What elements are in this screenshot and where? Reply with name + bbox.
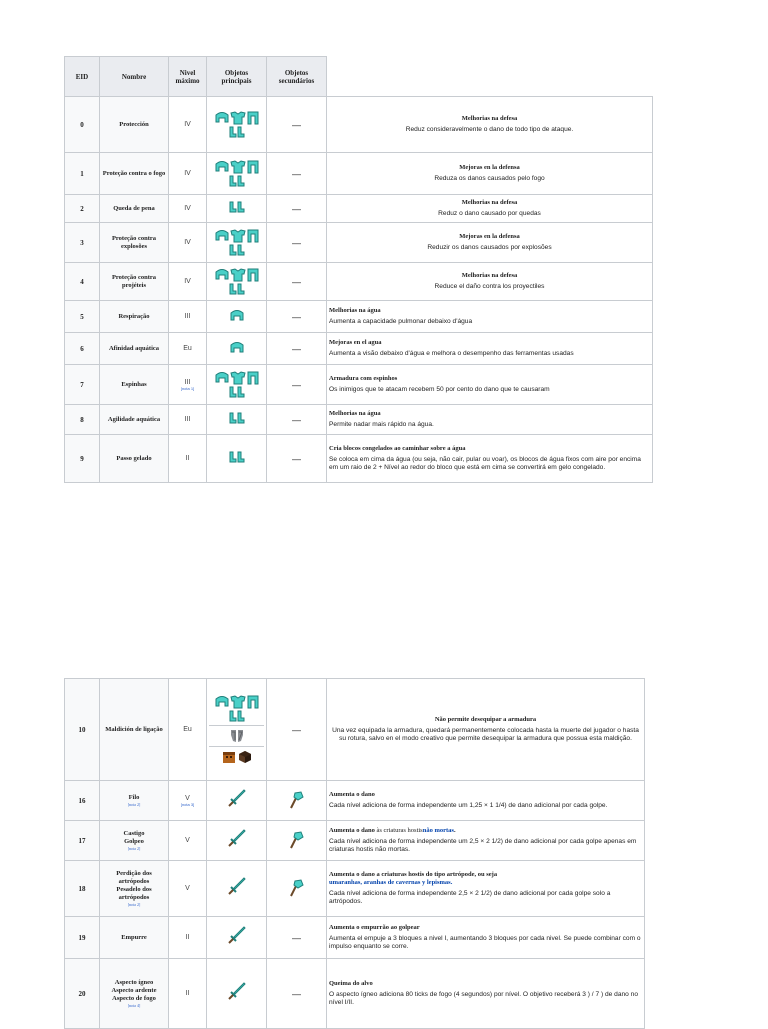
description-cell bbox=[327, 917, 645, 959]
name-cell: Proteção contra projéteis bbox=[100, 263, 169, 301]
description-cell bbox=[327, 153, 653, 195]
silverfish-link[interactable]: y lepismas. bbox=[422, 879, 453, 886]
secondary-items-cell: — bbox=[267, 917, 327, 959]
eid-cell: 5 bbox=[65, 301, 100, 333]
footnote-link[interactable]: [nota 3] bbox=[180, 801, 195, 807]
primary-items-cell bbox=[207, 917, 267, 959]
eid-cell: 7 bbox=[65, 365, 100, 405]
description-text: Permite nadar mais rápido na água. bbox=[329, 421, 434, 428]
table-row bbox=[65, 959, 645, 1029]
item-icons bbox=[211, 268, 263, 295]
description-cell bbox=[327, 679, 645, 781]
helmet-icon bbox=[215, 268, 229, 282]
level-cell: Eu bbox=[169, 679, 207, 781]
description-title: Melhorias na água bbox=[329, 307, 381, 314]
description-title: Melhorias na defesa bbox=[461, 115, 518, 122]
primary-items-cell bbox=[207, 301, 267, 333]
name-cell: Agilidade aquática bbox=[100, 405, 169, 435]
armor-icons bbox=[211, 695, 263, 722]
name-alt2-text: Aspecto de fogo bbox=[112, 995, 156, 1002]
description-title: Aumenta o dano bbox=[329, 791, 375, 798]
secondary-items-cell: — bbox=[267, 679, 327, 781]
chestplate-icon bbox=[230, 371, 246, 385]
eid-cell: 6 bbox=[65, 333, 100, 365]
table-row bbox=[65, 917, 645, 959]
level-cell: Eu bbox=[169, 333, 207, 365]
helmet-icon bbox=[215, 160, 229, 174]
secondary-items-cell: — bbox=[267, 153, 327, 195]
primary-items-cell bbox=[207, 263, 267, 301]
boots-icon bbox=[228, 710, 246, 722]
description-text: Cada nível adiciona de forma independente um 1,25 × 1 1/4) de dano adicional por cada golpe. bbox=[329, 802, 608, 809]
level-cell bbox=[169, 781, 207, 821]
primary-items-cell bbox=[207, 861, 267, 917]
primary-items-cell bbox=[207, 959, 267, 1029]
primary-items-cell bbox=[207, 97, 267, 153]
boots-icon bbox=[228, 201, 246, 213]
enchantments-table-weapons bbox=[64, 678, 645, 1029]
boots-icon bbox=[228, 175, 246, 187]
description-cell bbox=[327, 405, 653, 435]
footnote-link[interactable]: [nota 2] bbox=[127, 846, 141, 851]
table-row bbox=[65, 781, 645, 821]
eid-cell: 16 bbox=[65, 781, 100, 821]
eid-cell: 8 bbox=[65, 405, 100, 435]
boots-icon bbox=[228, 412, 246, 424]
primary-items-cell bbox=[207, 781, 267, 821]
sword-icon bbox=[227, 795, 247, 812]
footnote-link[interactable]: [nota 4] bbox=[127, 1003, 141, 1008]
table-row bbox=[65, 861, 645, 917]
description-cell bbox=[327, 301, 653, 333]
footnote-link[interactable]: [nota 1] bbox=[180, 385, 195, 391]
table-row bbox=[65, 97, 653, 153]
level-cell: V bbox=[169, 861, 207, 917]
secondary-items-cell: — bbox=[267, 97, 327, 153]
helmet-icon bbox=[230, 341, 244, 353]
leggings-icon bbox=[247, 268, 259, 282]
name-cell: Proteção contra o fogo bbox=[100, 153, 169, 195]
description-text: Aumenta el empuje a 3 bloques a nivel I, aumentando 3 bloques por cada nivel. Se puede combinar com o impulso enquanto se corre. bbox=[329, 935, 641, 950]
boots-icon bbox=[228, 451, 246, 463]
header-primary-objects: Objetos principais bbox=[207, 57, 267, 97]
description-text: Reduce el daño contra los proyectiles bbox=[434, 283, 545, 290]
item-icons bbox=[211, 229, 263, 256]
boots-icon bbox=[228, 126, 246, 138]
boots-icon bbox=[228, 386, 246, 398]
level-cell: II bbox=[169, 435, 207, 483]
eid-cell: 20 bbox=[65, 959, 100, 1029]
description-text: Aumenta a visão debaixo d'água e melhora o desempenho das ferramentas usadas bbox=[329, 350, 574, 357]
eid-cell: 9 bbox=[65, 435, 100, 483]
mob-head-icon bbox=[238, 750, 252, 764]
level-cell: V bbox=[169, 821, 207, 861]
table-row bbox=[65, 195, 653, 223]
table-header-row bbox=[65, 57, 653, 97]
table-row bbox=[65, 679, 645, 781]
description-text: Reduzir os danos causados por explosões bbox=[427, 244, 552, 251]
item-icons bbox=[211, 412, 263, 424]
secondary-items-cell: — bbox=[267, 365, 327, 405]
level-text: V bbox=[185, 794, 190, 802]
description-cell bbox=[327, 365, 653, 405]
name-cell: Protección bbox=[100, 97, 169, 153]
name-cell: Passo gelado bbox=[100, 435, 169, 483]
name-cell: Proteção contra explosões bbox=[100, 223, 169, 263]
table-row bbox=[65, 821, 645, 861]
carved-pumpkin-icons bbox=[209, 729, 264, 743]
description-text: Aumenta a capacidade pulmonar debaixo d'água bbox=[329, 318, 473, 325]
item-icons bbox=[211, 341, 263, 353]
name-text: Filo bbox=[128, 794, 140, 801]
table-row bbox=[65, 223, 653, 263]
primary-items-cell bbox=[207, 405, 267, 435]
leggings-icon bbox=[247, 695, 259, 709]
sword-icon bbox=[227, 835, 247, 852]
helmet-icon bbox=[215, 111, 229, 125]
level-cell: IV bbox=[169, 223, 207, 263]
name-cell bbox=[100, 959, 169, 1029]
level-cell: IV bbox=[169, 263, 207, 301]
description-cell bbox=[327, 781, 645, 821]
name-cell: Espinhas bbox=[100, 365, 169, 405]
secondary-items-cell: — bbox=[267, 435, 327, 483]
helmet-icon bbox=[215, 229, 229, 243]
eid-cell: 17 bbox=[65, 821, 100, 861]
table-row bbox=[65, 263, 653, 301]
level-cell: III [nota 1] bbox=[169, 365, 207, 405]
axe-icon bbox=[289, 841, 305, 851]
header-eid: EID bbox=[65, 57, 100, 97]
item-icons bbox=[211, 451, 263, 463]
description-cell bbox=[327, 435, 653, 483]
secondary-items-cell: — bbox=[267, 223, 327, 263]
eid-cell: 2 bbox=[65, 195, 100, 223]
description-title: Aumenta o empurrão ao golpear bbox=[329, 924, 420, 931]
chestplate-icon bbox=[230, 268, 246, 282]
name-cell bbox=[100, 821, 169, 861]
table-row bbox=[65, 365, 653, 405]
description-title: Mejoras en la defensa bbox=[459, 164, 520, 171]
eid-cell: 10 bbox=[65, 679, 100, 781]
description-cell bbox=[327, 333, 653, 365]
enchantments-table-armor bbox=[64, 56, 653, 483]
primary-items-cell bbox=[207, 223, 267, 263]
level-cell: IV bbox=[169, 195, 207, 223]
chestplate-icon bbox=[230, 695, 246, 709]
item-icons bbox=[211, 111, 263, 138]
secondary-items-cell bbox=[267, 821, 327, 861]
eid-cell: 3 bbox=[65, 223, 100, 263]
primary-items-cell bbox=[207, 365, 267, 405]
secondary-items-cell: — bbox=[267, 301, 327, 333]
table-row bbox=[65, 435, 653, 483]
description-title: Mejoras en la defensa bbox=[459, 233, 520, 240]
sword-icon bbox=[227, 932, 247, 949]
description-cell bbox=[327, 861, 645, 917]
carved-pumpkin-icon bbox=[222, 750, 236, 764]
description-cell bbox=[327, 263, 653, 301]
axe-icon bbox=[289, 889, 305, 899]
description-text: Os inimigos que te atacam recebem 50 por cento do dano que te causaram bbox=[329, 386, 550, 393]
helmet-icon bbox=[215, 695, 229, 709]
level-cell: II bbox=[169, 917, 207, 959]
name-alt-text: Aspecto ardente bbox=[111, 987, 157, 994]
table-row bbox=[65, 333, 653, 365]
eid-cell: 0 bbox=[65, 97, 100, 153]
primary-items-cell bbox=[207, 679, 267, 781]
primary-items-cell bbox=[207, 435, 267, 483]
description-title: Cria blocos congelados ao caminhar sobre a água bbox=[329, 445, 466, 452]
chestplate-icon bbox=[230, 160, 246, 174]
description-cell bbox=[327, 821, 645, 861]
table-row bbox=[65, 153, 653, 195]
undead-link[interactable]: não mortas bbox=[422, 827, 454, 834]
eid-cell: 4 bbox=[65, 263, 100, 301]
description-text: O aspecto ígneo adiciona 80 ticks de fogo (4 segundos) por nível. O objetivo receberá 3 ) / 7 ) de dano no nível I/II. bbox=[329, 991, 638, 1006]
elytra-icon bbox=[229, 729, 245, 743]
helmet-icon bbox=[230, 309, 244, 321]
item-icons bbox=[211, 371, 263, 398]
axe-icon bbox=[289, 801, 305, 811]
description-cell bbox=[327, 223, 653, 263]
description-title: Melhorias na defesa bbox=[461, 272, 518, 279]
secondary-items-cell: — bbox=[267, 405, 327, 435]
name-cell: Respiração bbox=[100, 301, 169, 333]
description-title: Queima do alvo bbox=[329, 980, 373, 987]
leggings-icon bbox=[247, 111, 259, 125]
chestplate-icon bbox=[230, 111, 246, 125]
description-text: Una vez equipada la armadura, quedará permanentemente colocada hasta la muerte del jugador o hasta su rotura, salvo en el modo creativo que permite desequipar la armadura que possua esta maldição. bbox=[332, 727, 639, 742]
table-row bbox=[65, 301, 653, 333]
table-row bbox=[65, 405, 653, 435]
name-cell: Maldición de ligação bbox=[100, 679, 169, 781]
level-cell: III bbox=[169, 405, 207, 435]
helmet-icon bbox=[215, 371, 229, 385]
spiders-link[interactable]: umaranhas, aranhas de cavernas bbox=[329, 879, 421, 886]
secondary-items-cell bbox=[267, 781, 327, 821]
name-cell bbox=[100, 861, 169, 917]
chestplate-icon bbox=[230, 229, 246, 243]
item-icons bbox=[211, 160, 263, 187]
header-name: Nombre bbox=[100, 57, 169, 97]
level-cell: IV bbox=[169, 97, 207, 153]
description-title: Mejoras en el agua bbox=[329, 339, 382, 346]
description-title: Aumenta o dano a criaturas hostis do tipo artrópode, ou seja bbox=[329, 871, 498, 878]
description-cell bbox=[327, 959, 645, 1029]
name-alt-text: Golpeo bbox=[124, 838, 144, 845]
description-title: Melhorias na defesa bbox=[461, 199, 518, 206]
level-cell: IV bbox=[169, 153, 207, 195]
name-cell: Empurre bbox=[100, 917, 169, 959]
leggings-icon bbox=[247, 160, 259, 174]
name-text: Perdição dos artrópodos bbox=[116, 870, 152, 885]
boots-icon bbox=[228, 244, 246, 256]
name-alt-text: Pesadelo dos artrópodos bbox=[116, 886, 152, 901]
header-max-level: Nivel máximo bbox=[169, 57, 207, 97]
description-text: Reduza os danos causados pelo fogo bbox=[434, 175, 545, 182]
primary-items-cell bbox=[207, 333, 267, 365]
item-icons bbox=[211, 309, 263, 321]
name-cell: Queda de pena bbox=[100, 195, 169, 223]
eid-cell: 18 bbox=[65, 861, 100, 917]
sword-icon bbox=[227, 883, 247, 900]
secondary-items-cell: — bbox=[267, 263, 327, 301]
description-text: Se coloca em cima da água (ou seja, não cair, pular ou voar), os blocos de água fixos com aire por encima em um raio de 2 + Nível ao redor do bloco que está em cima se convertirá em gelo congelado. bbox=[329, 456, 641, 471]
sword-icon bbox=[227, 988, 247, 1005]
footnote-link[interactable]: [nota 2] bbox=[127, 802, 141, 807]
secondary-items-cell: — bbox=[267, 333, 327, 365]
name-cell: Afinidad aquática bbox=[100, 333, 169, 365]
leggings-icon bbox=[247, 371, 259, 385]
secondary-items-cell: — bbox=[267, 959, 327, 1029]
description-cell bbox=[327, 97, 653, 153]
description-text: Reduz o dano causado por quedas bbox=[438, 210, 541, 217]
item-icons bbox=[211, 201, 263, 213]
primary-items-cell bbox=[207, 195, 267, 223]
eid-cell: 1 bbox=[65, 153, 100, 195]
header-spacer bbox=[327, 57, 653, 97]
leggings-icon bbox=[247, 229, 259, 243]
secondary-items-cell bbox=[267, 861, 327, 917]
footnote-link[interactable]: [nota 2] bbox=[127, 902, 141, 907]
name-text: Castigo bbox=[123, 830, 145, 837]
description-text: Reduz consideravelmente o dano de todo tipo de ataque. bbox=[405, 126, 574, 133]
description-title: Melhorias na água bbox=[329, 410, 381, 417]
eid-cell: 19 bbox=[65, 917, 100, 959]
description-cell bbox=[327, 195, 653, 223]
description-title: Não permite desequipar a armadura bbox=[434, 716, 537, 723]
name-cell bbox=[100, 781, 169, 821]
level-cell: II bbox=[169, 959, 207, 1029]
description-text: Cada nível adiciona de forma independente um 2,5 × 2 1/2) de dano adicional por cada golpe apenas em criaturas hostis não mortas. bbox=[329, 838, 637, 853]
description-text: Cada nível adiciona de forma independente 2,5 × 2 1/2) de dano adicional por cada golpe solo a artrópodos. bbox=[329, 890, 611, 905]
header-secondary-objects: Objetos secundários bbox=[267, 57, 327, 97]
boots-icon bbox=[228, 283, 246, 295]
description-title: Armadura com espinhos bbox=[329, 375, 398, 382]
level-cell: III bbox=[169, 301, 207, 333]
primary-items-cell bbox=[207, 153, 267, 195]
primary-items-cell bbox=[207, 821, 267, 861]
name-text: Aspecto ígneo bbox=[114, 979, 154, 986]
secondary-items-cell: — bbox=[267, 195, 327, 223]
description-title: Aumenta o dano às criaturas hostisnão mortas. bbox=[329, 827, 456, 834]
